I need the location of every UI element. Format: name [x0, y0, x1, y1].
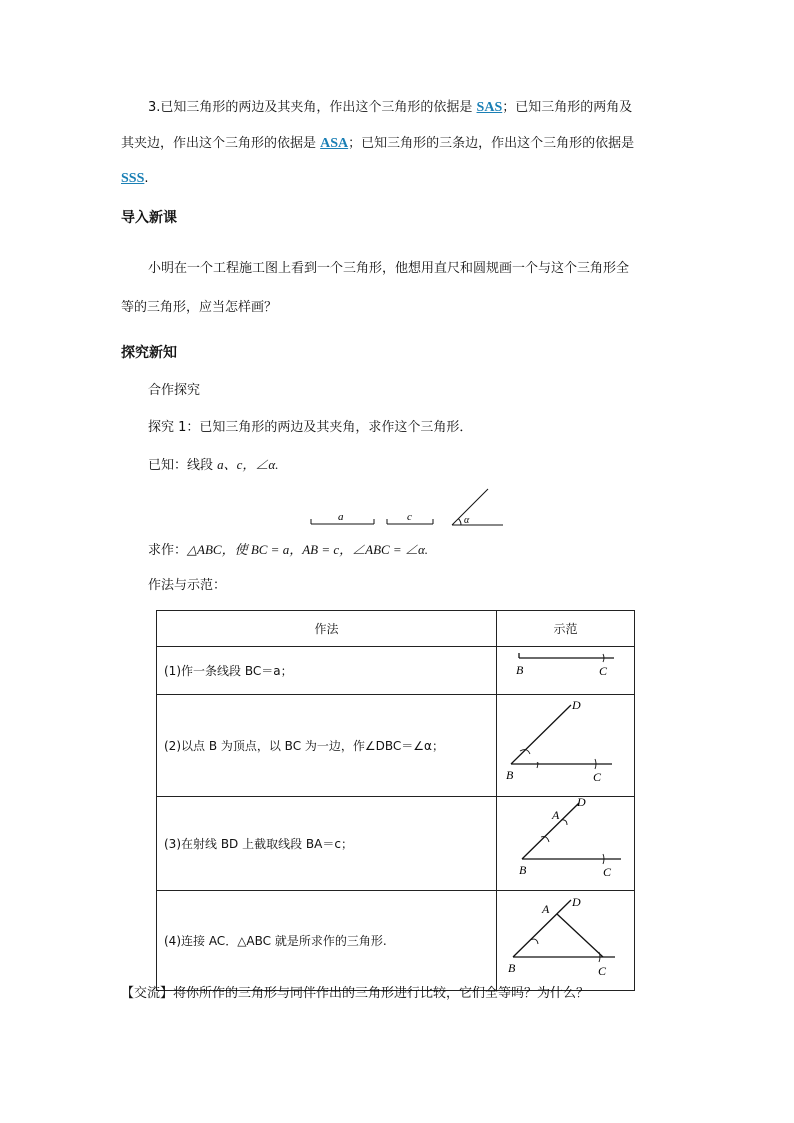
table-header-row [157, 611, 635, 647]
cooperative-explore-label: 合作探究 [148, 383, 201, 398]
review-line-1 [148, 98, 632, 118]
header-demo: 示范 [497, 611, 635, 647]
section-title-explore: 探究新知 [121, 345, 177, 361]
step-3-text: (3)在射线 BD 上截取线段 BA＝c； [157, 797, 497, 891]
review-line-2 [121, 134, 634, 154]
method-label: 作法与示范： [148, 578, 227, 593]
section-title-intro: 导入新课 [121, 210, 177, 226]
step-2-text: (2)以点 B 为顶点，以 BC 为一边，作∠DBC＝∠α； [157, 695, 497, 797]
find-values: △ABC，使 BC = a，AB = c，∠ABC = ∠α. [187, 542, 429, 557]
step-3-figure [497, 797, 635, 891]
known-values: a、c，∠α. [217, 457, 279, 472]
point-d: D [572, 698, 581, 712]
table-row [157, 891, 635, 991]
angle-alpha [452, 489, 503, 525]
review-line-3 [121, 169, 149, 189]
review-text-2b: ；已知三角形的三条边，作出这个三角形的依据是 [348, 136, 635, 151]
step-1-figure [497, 647, 635, 695]
header-method: 作法 [157, 611, 497, 647]
step-2-diagram [497, 695, 634, 792]
given-figures [305, 484, 510, 530]
known-line [148, 455, 279, 476]
answer-sas: SAS [476, 100, 503, 115]
review-text-1a: 3.已知三角形的两边及其夹角，作出这个三角形的依据是 [148, 100, 477, 115]
point-b: B [506, 768, 514, 782]
table-row [157, 797, 635, 891]
step-4-text: (4)连接 AC．△ABC 就是所求作的三角形. [157, 891, 497, 991]
intro-paragraph-line-1: 小明在一个工程施工图上看到一个三角形，他想用直尺和圆规画一个与这个三角形全 [148, 261, 630, 276]
point-a: A [542, 902, 550, 916]
point-c: C [603, 865, 612, 879]
step-4-figure [497, 891, 635, 991]
point-c: C [593, 770, 602, 784]
review-text-2a: 其夹边，作出这个三角形的依据是 [121, 136, 321, 151]
step-1-text: (1)作一条线段 BC＝a； [157, 647, 497, 695]
segment-a-label: a [338, 511, 344, 523]
point-b: B [519, 863, 527, 877]
point-c: C [598, 964, 607, 978]
answer-sss: SSS [121, 171, 145, 186]
segment-c-label: c [407, 511, 412, 523]
known-prefix: 已知：线段 [148, 458, 218, 473]
review-text-1b: ；已知三角形的两角及 [502, 100, 633, 115]
step-1-diagram [497, 647, 634, 690]
point-b: B [516, 663, 524, 677]
review-text-3-end: . [144, 171, 149, 186]
point-c: C [599, 664, 608, 678]
table-row [157, 647, 635, 695]
point-a: A [552, 808, 560, 822]
exchange-text: 【交流】将你所作的三角形与同伴作出的三角形进行比较，它们全等吗？为什么？ [121, 986, 590, 1001]
point-b: B [508, 961, 516, 975]
answer-asa: ASA [320, 136, 349, 151]
find-line [148, 540, 428, 561]
step-2-figure [497, 695, 635, 797]
step-4-diagram [497, 891, 634, 986]
angle-alpha-label: α [464, 515, 470, 526]
step-3-diagram [497, 797, 634, 886]
explore-1-text: 探究 1：已知三角形的两边及其夹角，求作这个三角形． [148, 420, 473, 435]
point-d: D [572, 895, 581, 909]
intro-paragraph-line-2: 等的三角形，应当怎样画？ [121, 300, 278, 315]
find-prefix: 求作： [148, 543, 188, 558]
point-d: D [577, 797, 586, 809]
construction-table [156, 610, 635, 991]
table-row [157, 695, 635, 797]
